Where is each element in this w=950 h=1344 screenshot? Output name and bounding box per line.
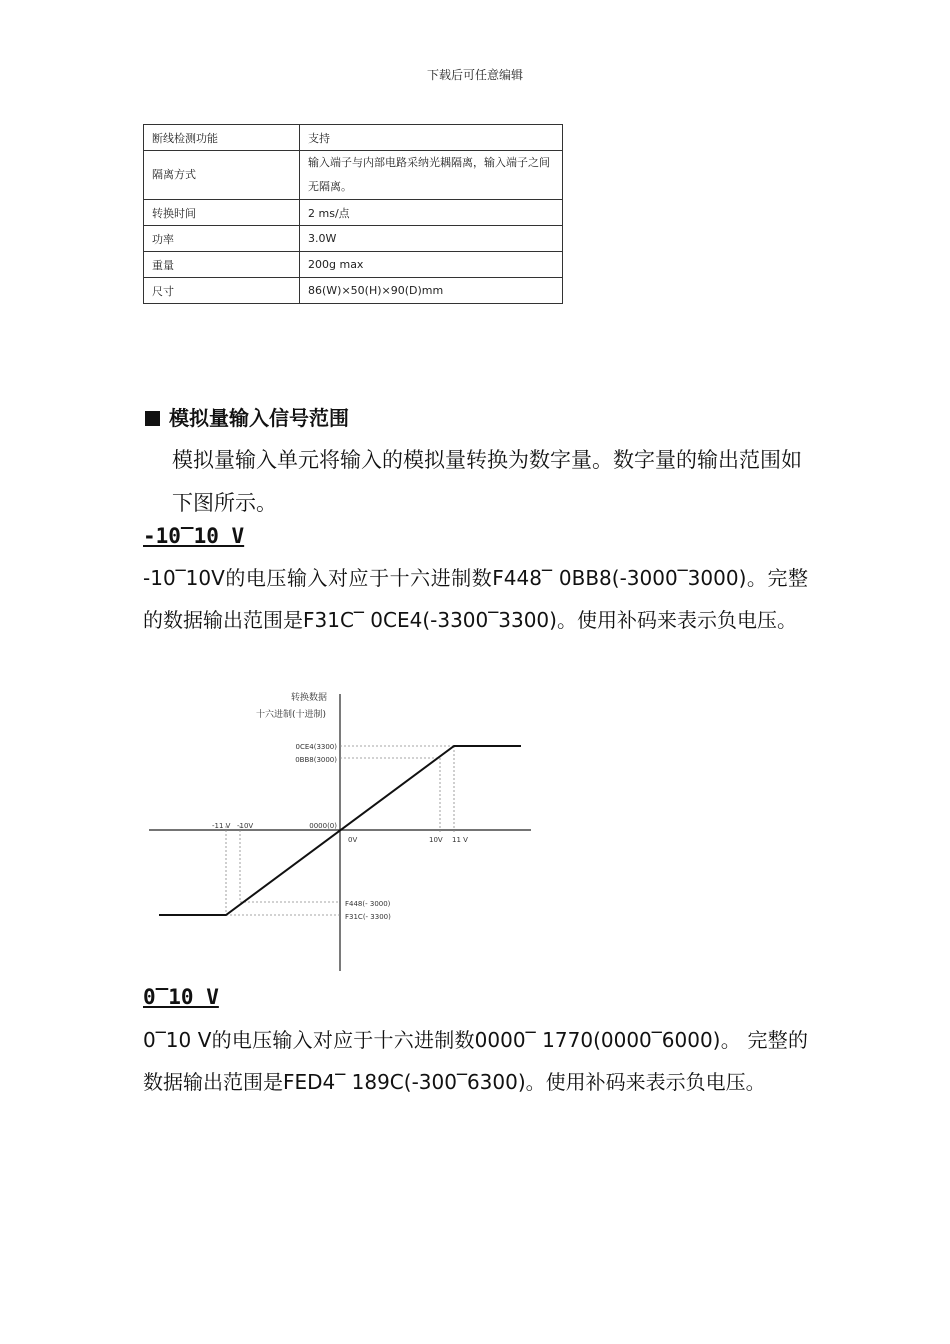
table-row — [144, 226, 563, 252]
spec-value: 200g max — [300, 252, 563, 278]
label-x-zero: 0V — [348, 836, 358, 844]
range1-text: -10‾10V的电压输入对应于十六进制数F448‾ 0BB8(-3000‾3000)。完整的数据输出范围是F31C‾ 0CE4(-3300‾3300)。使用补码来表示负电压。 — [143, 566, 808, 632]
label-x-pos-max: 11 V — [452, 836, 468, 844]
spec-value: 输入端子与内部电路采纳光耦隔离，输入端子之间无隔离。 — [300, 151, 563, 200]
table-row — [144, 278, 563, 304]
label-neg-max: F31C(- 3300) — [345, 913, 391, 921]
section-title — [145, 402, 349, 431]
label-x-neg-rated: -10V — [237, 822, 254, 830]
section-intro: 模拟量输入单元将输入的模拟量转换为数字量。数字量的输出范围如下图所示。 — [172, 448, 802, 515]
y-axis-subtitle: 十六进制(十进制) — [256, 710, 327, 720]
spec-value: 3.0W — [300, 226, 563, 252]
conversion-graph — [145, 686, 535, 976]
spec-key: 隔离方式 — [144, 151, 300, 200]
label-origin: 0000(0) — [309, 822, 337, 830]
spec-value: 支持 — [300, 125, 563, 151]
spec-table — [143, 124, 563, 304]
spec-value: 2 ms/点 — [300, 200, 563, 226]
table-row — [144, 200, 563, 226]
spec-key: 重量 — [144, 252, 300, 278]
label-x-pos-rated: 10V — [429, 836, 443, 844]
y-axis-title: 转换数据 — [291, 693, 328, 703]
label-top-max: 0CE4(3300) — [295, 743, 337, 751]
range2-heading: 0‾10 V — [143, 985, 219, 1009]
table-row — [144, 252, 563, 278]
label-neg-rated: F448(- 3000) — [345, 900, 391, 908]
range1-heading: -10‾10 V — [143, 524, 245, 548]
range2-text: 0‾10 V的电压输入对应于十六进制数0000‾ 1770(0000‾6000)。 完整的数据输出范围是FED4‾ 189C(-300‾6300)。使用补码来表示负电压。 — [143, 1028, 808, 1094]
table-row — [144, 125, 563, 151]
spec-key: 断线检测功能 — [144, 125, 300, 151]
spec-key: 转换时间 — [144, 200, 300, 226]
label-x-neg-max: -11 V — [212, 822, 231, 830]
table-row — [144, 151, 563, 200]
label-top-rated: 0BB8(3000) — [295, 756, 337, 764]
section-title-text: 模拟量输入信号范围 — [169, 406, 349, 430]
square-bullet-icon — [145, 411, 160, 426]
page-header: 下载后可任意编辑 — [426, 68, 523, 82]
spec-key: 功率 — [144, 226, 300, 252]
spec-key: 尺寸 — [144, 278, 300, 304]
spec-value: 86(W)×50(H)×90(D)mm — [300, 278, 563, 304]
